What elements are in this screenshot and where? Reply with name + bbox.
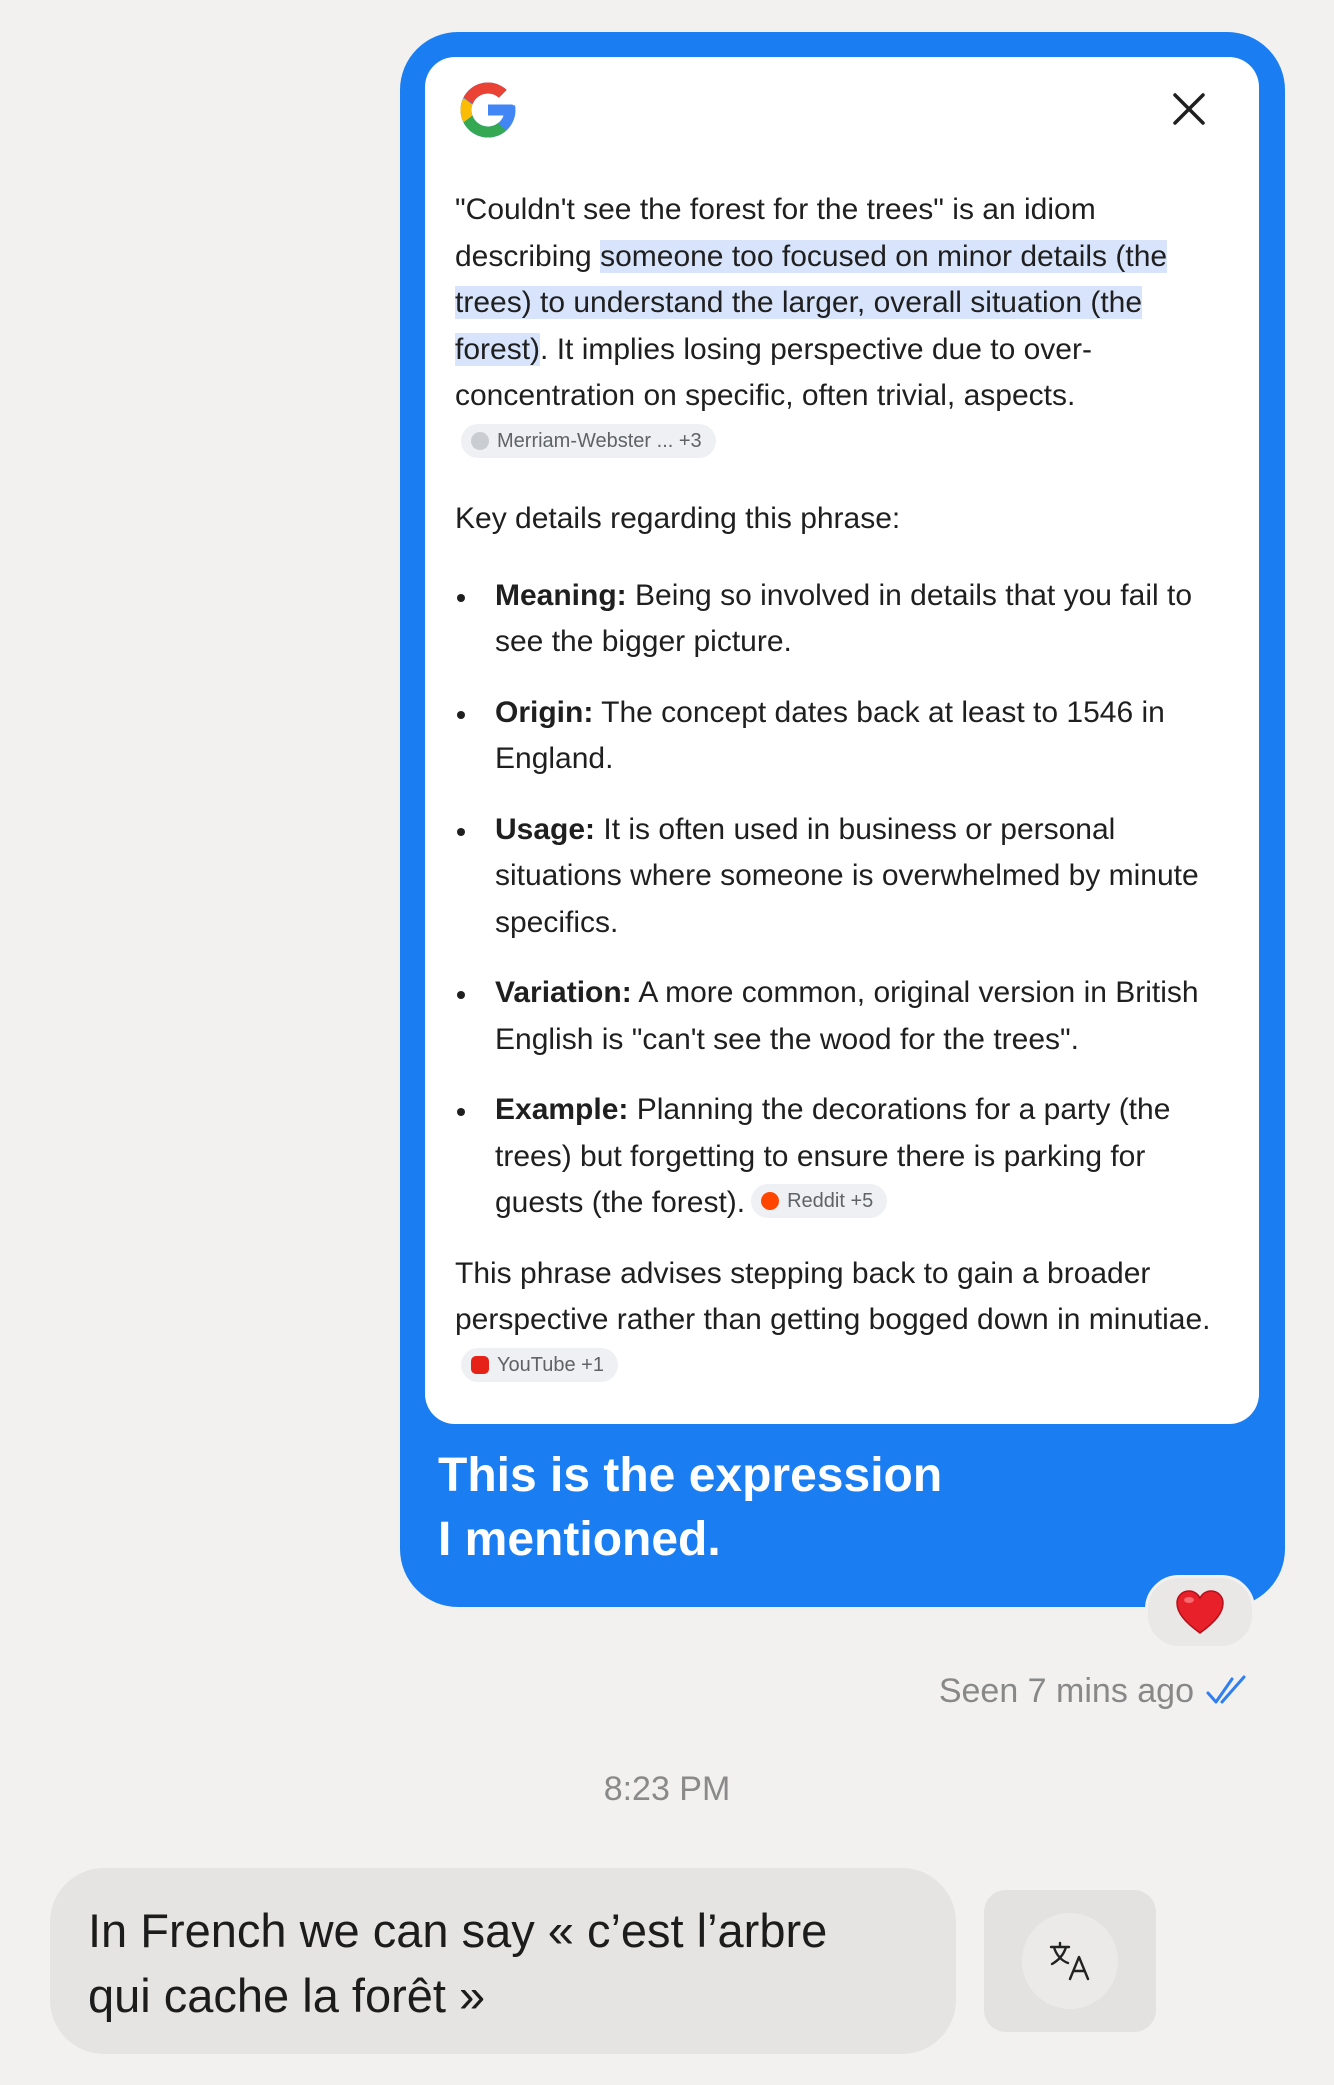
detail-text: The concept dates back at least to 1546 in England. [495, 695, 1165, 775]
details-list [455, 573, 1229, 1227]
source-chip[interactable] [461, 1348, 618, 1382]
detail-text: Being so involved in details that you fail to see the bigger picture. [495, 578, 1193, 658]
caption-line: This is the expression [438, 1449, 943, 1502]
heart-icon [1175, 1589, 1225, 1635]
source-icon [471, 432, 489, 450]
outgoing-message-bubble[interactable] [400, 32, 1285, 1607]
intro-rest: . It implies losing perspective due to over-concentration on specific, often trivial, aspects. [455, 332, 1092, 412]
timestamp-separator: 8:23 PM [603, 1770, 731, 1808]
key-details-heading: Key details regarding this phrase: [455, 502, 901, 535]
shared-screenshot[interactable] [425, 57, 1259, 1424]
detail-term: Variation: [495, 976, 632, 1009]
incoming-message-bubble[interactable] [50, 1868, 956, 2054]
closing-text: This phrase advises stepping back to gain a broader perspective rather than getting bogged down in minutiae. [455, 1256, 1211, 1336]
source-chip[interactable] [461, 424, 716, 458]
double-check-icon [1206, 1675, 1250, 1707]
detail-text: It is often used in business or personal situations where someone is overwhelmed by minute specifics. [495, 812, 1199, 939]
google-logo-icon [455, 77, 521, 143]
detail-term: Usage: [495, 812, 596, 846]
list-item [455, 1087, 1229, 1227]
source-chip-label: Reddit +5 [787, 1190, 874, 1213]
seen-status: Seen 7 mins ago [938, 1672, 1194, 1710]
reddit-icon [761, 1192, 779, 1210]
message-line: qui cache la forêt » [88, 1969, 486, 2022]
detail-text: Planning the decorations for a party (the trees) but forgetting to ensure there is parking for guests (the forest). [495, 1093, 1171, 1219]
translate-icon-wrap [1022, 1913, 1118, 2009]
reaction-badge[interactable] [1145, 1575, 1255, 1649]
detail-term: Meaning: [495, 578, 627, 612]
source-chip-label: YouTube +1 [497, 1353, 604, 1376]
source-chip[interactable] [751, 1184, 887, 1218]
detail-term: Origin: [495, 695, 594, 729]
source-chip-label: Merriam-Webster ... +3 [497, 429, 702, 452]
translate-button[interactable] [984, 1890, 1156, 2032]
detail-term: Example: [495, 1093, 629, 1126]
ai-overview-text [455, 187, 1229, 1390]
intro-text: "Couldn't see the forest for the trees" is an idiom describing [455, 193, 1096, 273]
list-item [455, 970, 1229, 1063]
intro-highlight: someone too focused on minor details (the trees) to understand the larger, overall situation (the forest) [455, 239, 1168, 366]
closing-paragraph [455, 1251, 1229, 1391]
list-item [455, 690, 1229, 783]
message-caption [438, 1444, 998, 1572]
read-receipt [939, 1667, 1250, 1715]
caption-line: I mentioned. [438, 1513, 721, 1566]
close-icon[interactable] [1167, 87, 1211, 131]
list-item [455, 807, 1229, 947]
detail-text: A more common, original version in British English is "can't see the wood for the trees". [495, 976, 1199, 1056]
list-item [455, 573, 1229, 666]
intro-paragraph [455, 187, 1229, 466]
translate-icon [1048, 1941, 1092, 1981]
youtube-icon [471, 1356, 489, 1374]
message-line: In French we can say « c’est l’arbre [88, 1904, 828, 1957]
